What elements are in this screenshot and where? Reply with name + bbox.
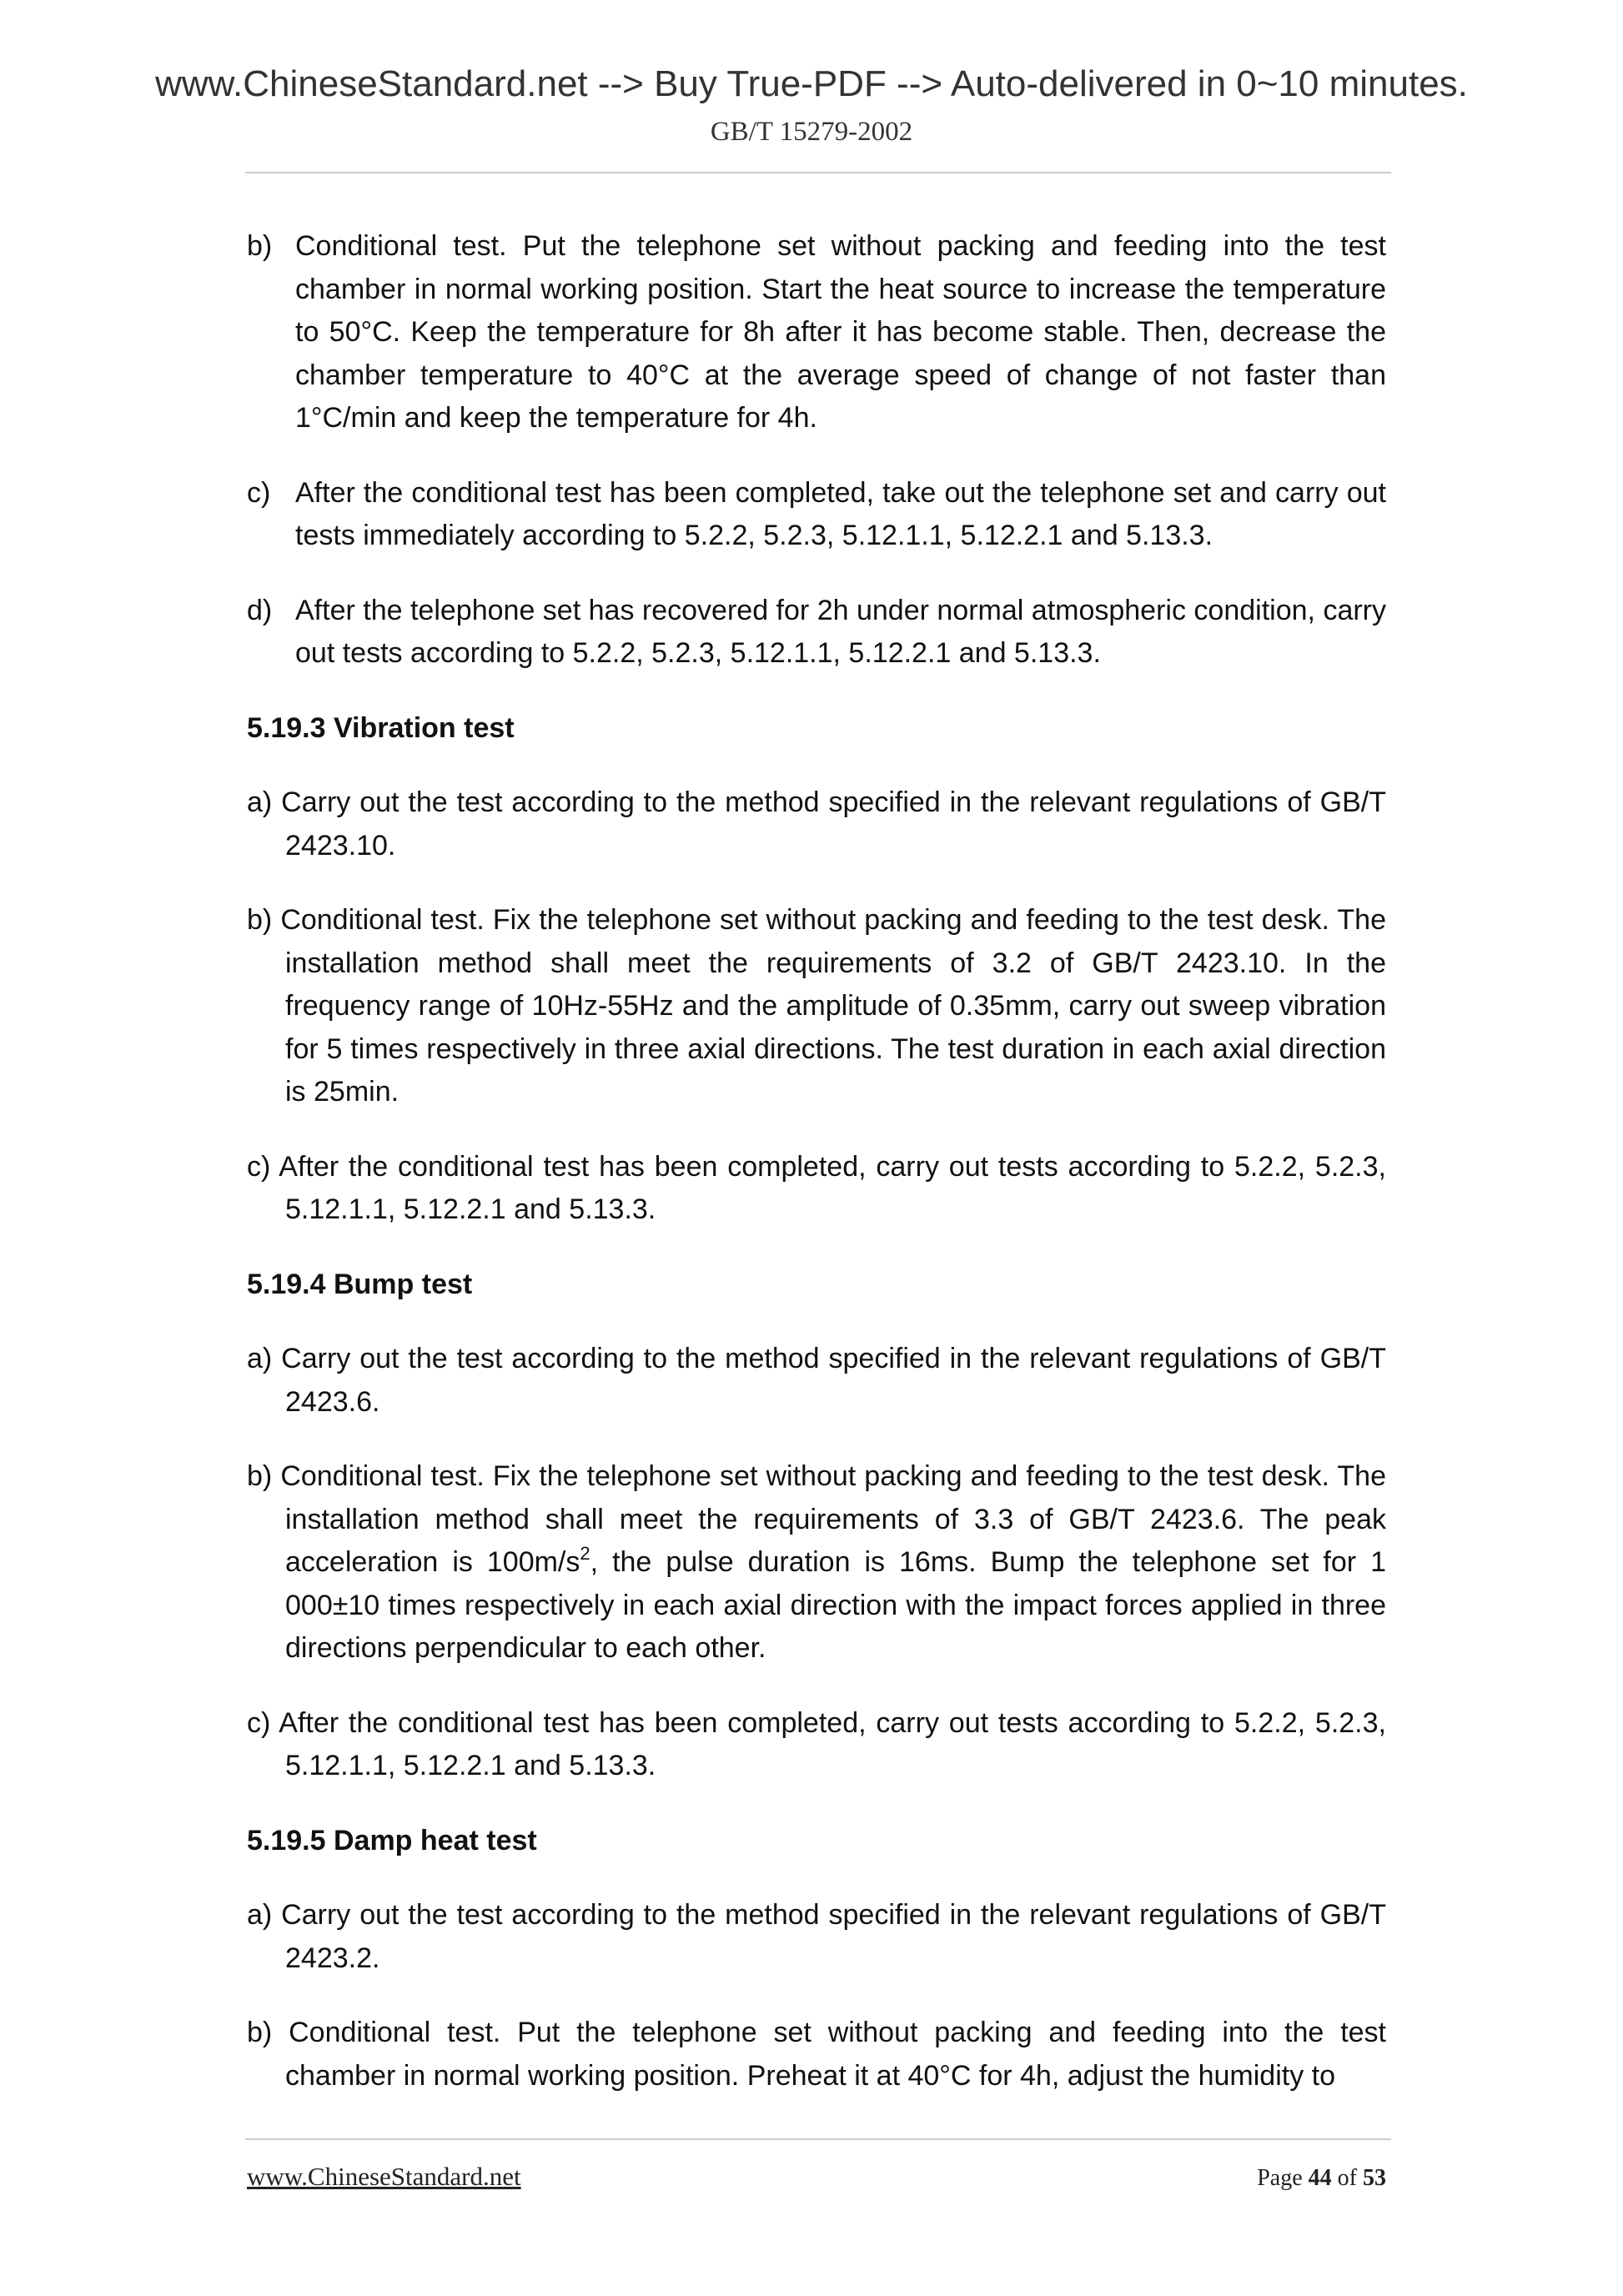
item-text: After the conditional test has been completed, take out the telephone set and carry out tests immediately according to 5.2.2, 5.2.3, 5.12.1.1, 5.12.2.1 and 5.13.3. xyxy=(295,476,1386,551)
paragraph-a: a) Carry out the test according to the method specified in the relevant regulations of GB/T 2423.2. xyxy=(247,1899,1386,1974)
superscript-exponent: 2 xyxy=(580,1543,590,1564)
paragraph-b: b) Conditional test. Put the telephone set without packing and feeding into the test chamber in normal working position. Preheat it at 40°C for 4h, adjust the humidity to xyxy=(247,2017,1386,2092)
paragraph-c: c) After the conditional test has been completed, carry out tests according to 5.2.2, 5.2.3, 5.12.1.1, 5.12.2.1 and 5.13.3. xyxy=(247,1706,1386,1781)
paragraph-b xyxy=(247,1455,1386,1671)
paragraph-c: c) After the conditional test has been completed, carry out tests according to 5.2.2, 5.2.3, 5.12.1.1, 5.12.2.1 and 5.13.3. xyxy=(247,1150,1386,1225)
document-number: GB/T 15279-2002 xyxy=(710,117,913,147)
paragraph-b-text-end: , the pulse duration is 16ms. Bump the telephone set for 1 000±10 times respectively in each axial direction with the impact forces applied in three directions perpendicular to each other. xyxy=(285,1546,1386,1664)
page-content xyxy=(247,225,1386,2129)
header-banner[interactable]: www.ChineseStandard.net --> Buy True-PDF --> Auto-delivered in 0~10 minutes. xyxy=(155,63,1468,104)
page-prefix: Page xyxy=(1257,2165,1303,2191)
item-label: d) xyxy=(247,594,273,626)
paragraph-b-text-start: b) Conditional test. Fix the telephone set without packing and feeding to the test desk. The installation method shall meet the requirements of 3.3 of GB/T 2423.6. The peak acceleration is 100m/s xyxy=(247,1460,1386,1578)
paragraph-a: a) Carry out the test according to the method specified in the relevant regulations of GB/T 2423.10. xyxy=(247,786,1386,862)
paragraph-b: b) Conditional test. Fix the telephone set without packing and feeding to the test desk. The installation method shall meet the requirements of 3.2 of GB/T 2423.10. In the frequency range of 10Hz-55Hz and the amplitude of 0.35mm, carry out sweep vibration for 5 times respectively in three axial directions. The test duration in each axial direction is 25min. xyxy=(247,904,1386,1108)
header-divider xyxy=(245,172,1391,173)
section-heading-5-19-5: 5.19.5 Damp heat test xyxy=(247,1824,537,1856)
page-of: of xyxy=(1337,2165,1357,2191)
list-item-b xyxy=(247,225,1386,440)
list-item-d xyxy=(247,590,1386,676)
item-text: After the telephone set has recovered for 2h under normal atmospheric condition, carry out tests according to 5.2.2, 5.2.3, 5.12.1.1, 5.12.2.1 and 5.13.3. xyxy=(295,594,1386,669)
footer-divider xyxy=(245,2138,1391,2140)
footer-site-link[interactable]: www.ChineseStandard.net xyxy=(247,2162,521,2191)
section-heading-5-19-4: 5.19.4 Bump test xyxy=(247,1268,473,1300)
item-label: c) xyxy=(247,476,271,509)
page-indicator xyxy=(1257,2165,1386,2192)
page-current: 44 xyxy=(1308,2165,1332,2191)
section-heading-5-19-3: 5.19.3 Vibration test xyxy=(247,711,515,744)
item-label: b) xyxy=(247,230,273,262)
page-total: 53 xyxy=(1363,2165,1386,2191)
paragraph-a: a) Carry out the test according to the method specified in the relevant regulations of GB/T 2423.6. xyxy=(247,1343,1386,1418)
list-item-c xyxy=(247,472,1386,558)
item-text: Conditional test. Put the telephone set without packing and feeding into the test chamber in normal working position. Start the heat source to increase the temperature to 50°C. Keep the temperature for 8h after it has become stable. Then, decrease the chamber temperature to 40°C at the average speed of change of not faster than 1°C/min and keep the temperature for 4h. xyxy=(295,230,1386,434)
